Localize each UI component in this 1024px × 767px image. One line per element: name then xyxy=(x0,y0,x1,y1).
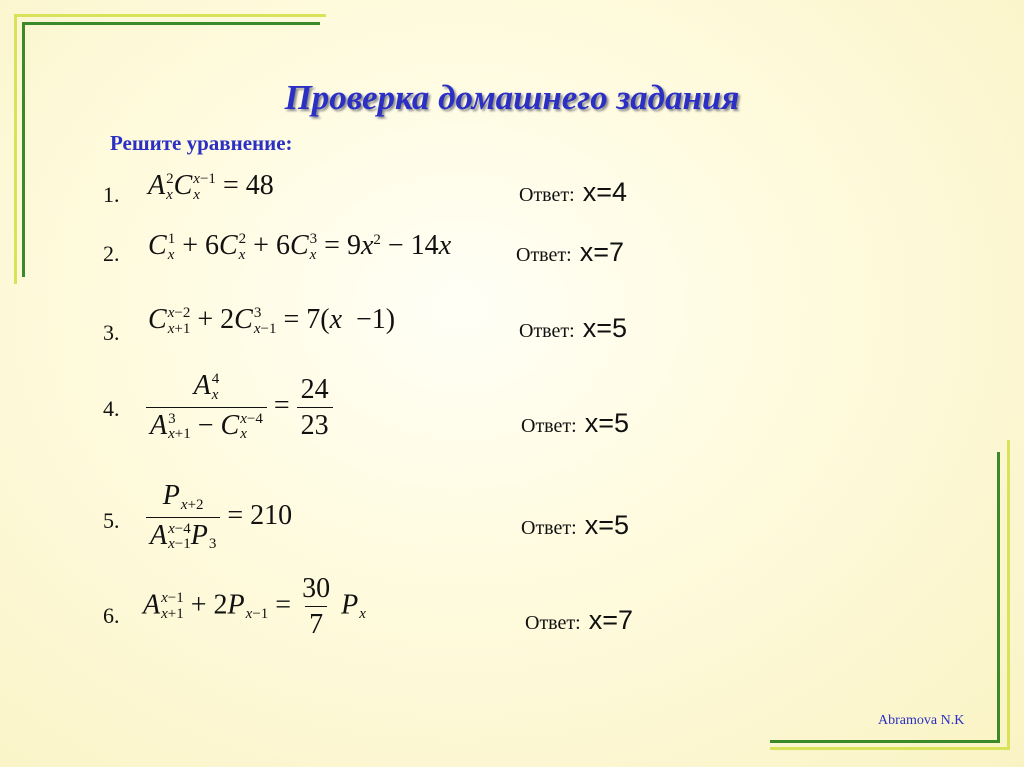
equation-3: C x−2 x+1 + 2C 3 x−1 = 7(x −1) xyxy=(148,304,396,337)
slide-title: Проверка домашнего задания xyxy=(284,78,740,117)
answer-value: x=7 xyxy=(579,237,624,267)
equation-1: A 2 x C x−1 x = 48 xyxy=(148,170,274,203)
equation-6: A x−1 x+1 + 2P x−1 = $\frac{30}{7}$ P x xyxy=(143,573,366,640)
answer-6: Ответ: x=7 xyxy=(525,605,633,635)
answer-3: Ответ: x=5 xyxy=(519,313,627,343)
equation-4: A 4 x A 3 x+1 − C x−4 x = $\frac{24}{23}$ xyxy=(146,372,333,443)
equation-2: C 1 x + 6C 2 x + 6C 3 x = $9x^2 - 14x$ xyxy=(148,230,452,263)
frame-top-left-vertical xyxy=(22,22,25,277)
equation-5: P x+2 A x−4 x−1 P 3 = 210 xyxy=(146,482,292,553)
frame-top-left-vertical-light xyxy=(14,14,17,284)
frame-bottom-right-horizontal-light xyxy=(770,747,1010,750)
frame-bottom-right-horizontal xyxy=(770,740,1000,743)
frame-top-left-horizontal xyxy=(22,22,320,25)
answer-value: x=5 xyxy=(584,408,629,438)
answer-5: Ответ: x=5 xyxy=(521,510,629,540)
answer-value: x=5 xyxy=(584,510,629,540)
frame-bottom-right-vertical-light xyxy=(1007,440,1010,750)
answer-value: x=5 xyxy=(582,313,627,343)
answer-4: Ответ: x=5 xyxy=(521,408,629,438)
author-credit: Abramova N.K xyxy=(878,713,965,728)
answer-2: Ответ: x=7 xyxy=(516,237,624,267)
problem-number: 6. xyxy=(103,603,120,628)
problem-number: 5. xyxy=(103,508,120,533)
frame-bottom-right-vertical xyxy=(997,452,1000,742)
slide-subtitle: Решите уравнение: xyxy=(110,131,293,155)
answer-1: Ответ: x=4 xyxy=(519,177,627,207)
answer-value: x=4 xyxy=(582,177,627,207)
problem-number: 3. xyxy=(103,320,120,345)
frame-top-left-horizontal-light xyxy=(14,14,326,17)
problem-number: 1. xyxy=(103,182,120,207)
problem-number: 2. xyxy=(103,241,120,266)
problem-number: 4. xyxy=(103,396,120,421)
answer-value: x=7 xyxy=(588,605,633,635)
